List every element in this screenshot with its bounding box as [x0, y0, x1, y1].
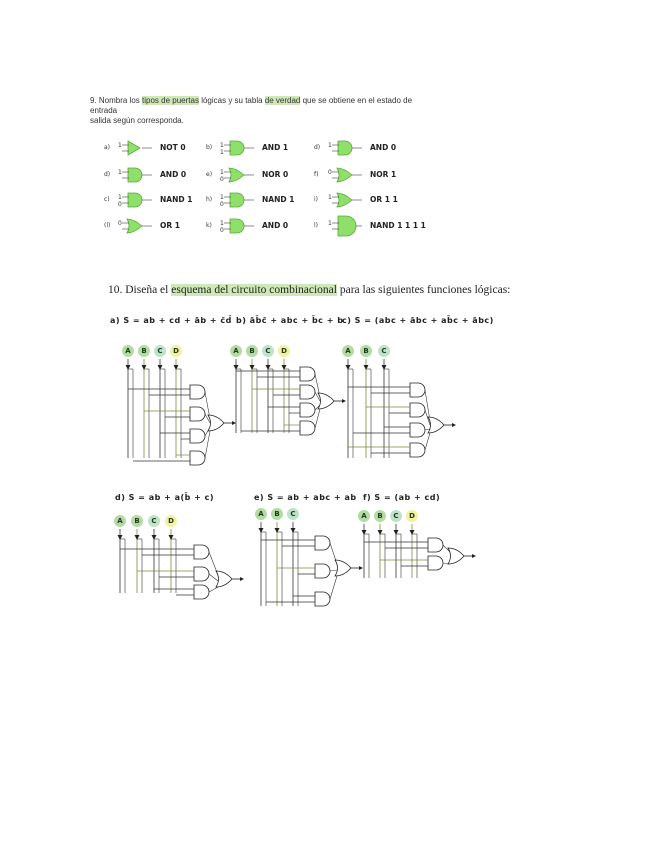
gate-prefix: f)	[314, 171, 319, 178]
input-var-d: D	[165, 515, 177, 527]
gate-prefix: e)	[206, 171, 213, 178]
input-var-c: C	[262, 345, 274, 357]
input-var-a: A	[230, 345, 242, 357]
formula-b: b) āb̄c̄ + abc + b̄c + b	[236, 316, 344, 325]
gate-symbol-icon	[332, 138, 372, 158]
gate-input-1: 0	[328, 169, 332, 176]
intro-highlight-1: tipos de puertas	[142, 96, 199, 105]
input-var-c: C	[378, 345, 390, 357]
gate-prefix: (l)	[104, 222, 111, 229]
gate-symbol-icon	[224, 190, 264, 210]
gate-input-1: 1	[220, 142, 224, 149]
input-var-a: A	[255, 508, 267, 520]
intro-text	[90, 96, 420, 126]
gate-input-1: 1	[118, 142, 122, 149]
gate-symbol-icon	[332, 165, 372, 185]
gate-symbol-icon	[332, 216, 372, 236]
input-var-b: B	[131, 515, 143, 527]
gate-input-1: 1	[118, 169, 122, 176]
gate-answer: AND 1	[262, 143, 289, 152]
gate-input-1: 0	[118, 220, 122, 227]
circuit-diagram-c	[340, 345, 455, 470]
circuit-diagram-e	[253, 508, 353, 618]
formula-e: e) S = ab + abc + ab	[254, 493, 357, 502]
input-var-c: C	[154, 345, 166, 357]
gate-answer: NOT 0	[160, 143, 186, 152]
circuit-diagram-a	[120, 345, 230, 470]
gate-symbol-icon	[224, 216, 264, 236]
gate-answer: AND 0	[370, 143, 397, 152]
gate-input-1: 1	[328, 194, 332, 201]
gate-symbol-icon	[122, 165, 162, 185]
input-var-a: A	[358, 510, 370, 522]
formula-a: a) S = ab + cd + āb + c̄d̄	[110, 316, 232, 325]
input-var-d: D	[278, 345, 290, 357]
gate-input-2: 0	[220, 201, 224, 208]
circuit-diagram-b	[228, 345, 343, 445]
gate-input-1: 1	[328, 142, 332, 149]
input-var-b: B	[138, 345, 150, 357]
gate-prefix: k)	[206, 222, 212, 229]
intro-highlight-2: de verdad	[264, 96, 301, 105]
gate-answer: AND 0	[160, 170, 187, 179]
gate-answer: NAND 1	[262, 195, 295, 204]
gate-input-2: 1	[220, 149, 224, 156]
input-var-b: B	[271, 508, 283, 520]
gate-prefix: c)	[104, 196, 110, 203]
gate-prefix: d)	[314, 144, 321, 151]
intro-line1-c: que se obtiene en el estado de entrada	[90, 96, 413, 115]
input-var-a: A	[122, 345, 134, 357]
formula-f: f) S = (ab + cd)	[363, 493, 441, 502]
gate-input-2: 0	[220, 227, 224, 234]
gate-input-1: 1	[328, 220, 332, 227]
input-var-c: C	[390, 510, 402, 522]
intro-line1-b: lógicas y su tabla	[198, 96, 265, 105]
input-var-d: D	[406, 510, 418, 522]
formula-c: c) S = (abc + ābc + ab̄c + ābc)	[342, 316, 494, 325]
gate-input-1: 1	[118, 194, 122, 201]
input-var-a: A	[342, 345, 354, 357]
gate-symbol-icon	[122, 138, 162, 158]
formula-d: d) S = ab + a(b̄ + c)	[115, 493, 215, 502]
q10-prefix: 10. Diseña el	[108, 284, 172, 296]
circuit-diagram-d	[112, 515, 247, 605]
gate-answer: AND 0	[262, 221, 289, 230]
input-var-b: B	[374, 510, 386, 522]
gate-answer: NAND 1 1 1 1	[370, 221, 426, 230]
gate-prefix: a)	[104, 144, 111, 151]
gate-symbol-icon	[224, 165, 264, 185]
gate-symbol-icon	[224, 138, 264, 158]
circuit-diagram-f	[356, 510, 471, 590]
gate-input-1: 1	[220, 169, 224, 176]
gate-prefix: i)	[314, 196, 319, 203]
gate-symbol-icon	[122, 216, 162, 236]
gate-prefix: h)	[206, 196, 213, 203]
gate-input-2: 0	[220, 176, 224, 183]
intro-line2: salida según corresponda.	[90, 116, 184, 125]
gate-input-1: 1	[220, 220, 224, 227]
input-var-c: C	[287, 508, 299, 520]
question-10	[108, 284, 510, 296]
gate-input-2: 0	[118, 201, 122, 208]
gate-symbol-icon	[122, 190, 162, 210]
gate-input-1: 1	[220, 194, 224, 201]
gate-answer: NOR 0	[262, 170, 289, 179]
gate-answer: NAND 1	[160, 195, 193, 204]
q10-highlight: esquema del circuito combinacional	[171, 284, 337, 296]
input-var-b: B	[246, 345, 258, 357]
gate-answer: OR 1	[160, 221, 180, 230]
gate-answer: OR 1 1	[370, 195, 398, 204]
gate-answer: NOR 1	[370, 170, 397, 179]
gate-prefix: l)	[314, 222, 319, 229]
input-var-c: C	[148, 515, 160, 527]
gate-prefix: b)	[206, 144, 213, 151]
input-var-b: B	[360, 345, 372, 357]
gate-symbol-icon	[332, 190, 372, 210]
gate-prefix: d)	[104, 171, 111, 178]
input-var-a: A	[114, 515, 126, 527]
intro-line1-a: 9. Nombra los	[90, 96, 143, 105]
q10-suffix: para las siguientes funciones lógicas:	[336, 284, 511, 296]
input-var-d: D	[170, 345, 182, 357]
